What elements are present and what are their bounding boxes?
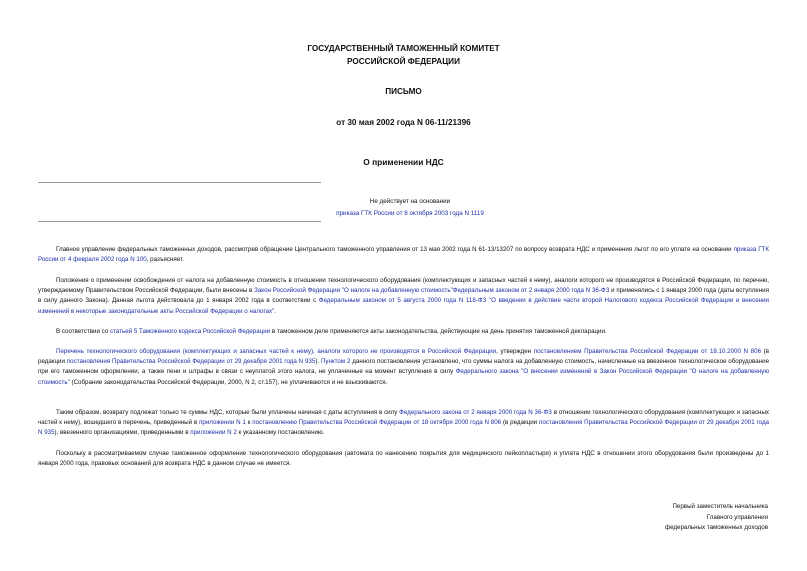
resolution-935-link[interactable]: постановления Правительства Российской Федерации от 29 декабря 2001 года N 935 <box>66 358 316 366</box>
signature-line-3: федеральных таможенных доходов <box>665 524 768 531</box>
status-notice-link[interactable]: приказа ГТК России от 8 октября 2003 года N 1119 <box>336 210 484 217</box>
federal-law-118fz-link[interactable]: Федеральным законом от 5 августа 2000 года N 118-ФЗ "О введении в действие части второй Налогового кодекса Российской Федерации и внесении изменений в некоторые законодательные акты Российской Федерации о налогах" <box>38 297 769 315</box>
paragraph-text: (в редакции <box>38 348 770 366</box>
resolution-935-link[interactable]: постановления Правительства Российской Федерации от 29 декабря 2001 года N 935 <box>38 419 769 437</box>
paragraph-1 <box>38 245 769 265</box>
equipment-list-link[interactable]: Перечень технологического оборудования (комплектующих и запасных частей к нему), аналоги которого не производятся в Российской Федерации <box>56 348 497 355</box>
federal-law-36fz-link[interactable]: Федеральным законом от 2 января 2000 года N 36-ФЗ <box>452 287 610 295</box>
paragraph-text: в отношении технологического оборудования (комплектующих и запасных частей к нему), вошедшего в перечень, приведенный в <box>38 409 770 427</box>
document-subject: О применении НДС <box>363 157 444 167</box>
paragraph-text: Таким образом, возврату подлежат только те суммы НДС, которые были уплачены начиная с даты вступления в силу <box>56 409 400 416</box>
paragraph-text: ), ввезенного организациями, приведенными в <box>54 429 191 437</box>
status-notice <box>300 196 520 220</box>
vat-law-link[interactable]: Закон Российской Федерации "О налоге на добавленную стоимость" <box>254 287 453 295</box>
federal-law-36fz-link[interactable]: Федерального закона от 2 января 2000 года N 36-ФЗ <box>399 409 552 416</box>
paragraph-6 <box>38 449 769 469</box>
org-name-line2: РОССИЙСКОЙ ФЕДЕРАЦИИ <box>347 57 460 66</box>
paragraph-text: к указанному постановлению. <box>236 429 325 437</box>
paragraph-text: и применялись с 1 января 2000 года (даты вступления в силу данного Закона). Данная льгота действовала до 1 января 2002 года в соответствии с <box>38 287 769 305</box>
paragraph-text: Поскольку в рассматриваемом случае таможенное оформление технологического оборудования (автомата по нанесению покрытия для медицинского лейкопластыря) и уплата НДС в отношении этого оборудования были произведены до 1 января 2000 года, правовых оснований для возврата НДС в данном случае не имеется. <box>38 450 769 468</box>
resolution-806-link[interactable]: постановлению Правительства Российской Федерации от 18 октября 2000 года N 806 <box>252 419 502 427</box>
paragraph-text: . <box>274 307 277 315</box>
paragraph-5 <box>38 408 769 439</box>
paragraph-3 <box>38 327 769 337</box>
signature-line-1: Первый заместитель начальника <box>672 503 768 510</box>
appendix-1-link[interactable]: приложении N 1 <box>199 419 246 427</box>
resolution-806-link[interactable]: постановлением Правительства Российской Федерации от 18.10.2000 N 806 <box>533 348 762 355</box>
paragraph-text: В соответствии со <box>56 328 110 335</box>
paragraph-text: данного постановления установлено, что суммы налога на добавленную стоимость, начисленные на ввезенное технологическое оборудование при его таможенном оформлении, а также пени и штрафы в связи с неуплатой этого налога, не уплаченные на момент вступления в силу <box>38 358 770 376</box>
paragraph-text: в таможенном деле применяются акты законодательства, действующие на день принятия таможенной декларации. <box>270 328 607 335</box>
org-name-line1: ГОСУДАРСТВЕННЫЙ ТАМОЖЕННЫЙ КОМИТЕТ <box>307 44 500 53</box>
clause-2-link[interactable]: Пунктом 2 <box>320 358 351 366</box>
paragraph-text: (в редакции <box>501 419 539 427</box>
order-link[interactable]: приказа ГТК России от 4 февраля 2002 года N 100 <box>38 246 769 264</box>
paragraph-text: , разъясняет. <box>146 256 184 264</box>
status-notice-text: Не действует на основании <box>369 198 451 205</box>
amendment-law-link[interactable]: Федерального закона "О внесении изменений в Закон Российской Федерации "О налоге на добавленную стоимость" <box>38 368 769 386</box>
divider-top <box>38 182 321 183</box>
signature-line-2: Главного управления <box>706 513 768 521</box>
paragraph-2 <box>38 276 769 317</box>
paragraph-4 <box>38 347 769 388</box>
appendix-2-link[interactable]: приложении N 2 <box>190 429 237 437</box>
signature-block <box>665 502 768 534</box>
divider-bottom <box>38 221 321 222</box>
document-type: ПИСЬМО <box>385 87 422 96</box>
paragraph-text: , утвержден <box>496 348 534 355</box>
paragraph-text: (Собрание законодательства Российской Федерации, 2000, N 2, ст.157), не уплачиваются и не взыскиваются. <box>69 378 388 386</box>
paragraph-text: ). <box>315 358 321 366</box>
paragraph-text: к <box>245 419 253 427</box>
customs-code-article-link[interactable]: статьей 5 Таможенного кодекса Российской Федерации <box>109 328 271 335</box>
paragraph-text: Положения о применении освобождения от налога на добавленную стоимость в отношении технологического оборудования (комплектующих и запасных частей к нему), аналоги которого не производятся в Российской Федерации, по перечню, утверждаемому Правительством Российской Федерации, были внесены в <box>38 277 769 295</box>
document-date-number: от 30 мая 2002 года N 06-11/21396 <box>336 118 471 127</box>
paragraph-text: Главное управление федеральных таможенных доходов, рассмотрев обращение Центрального таможенного управления от 13 мая 2002 года N 61-13/13207 по вопросу возврата НДС и применения льгот по его уплате на основании <box>56 246 734 253</box>
